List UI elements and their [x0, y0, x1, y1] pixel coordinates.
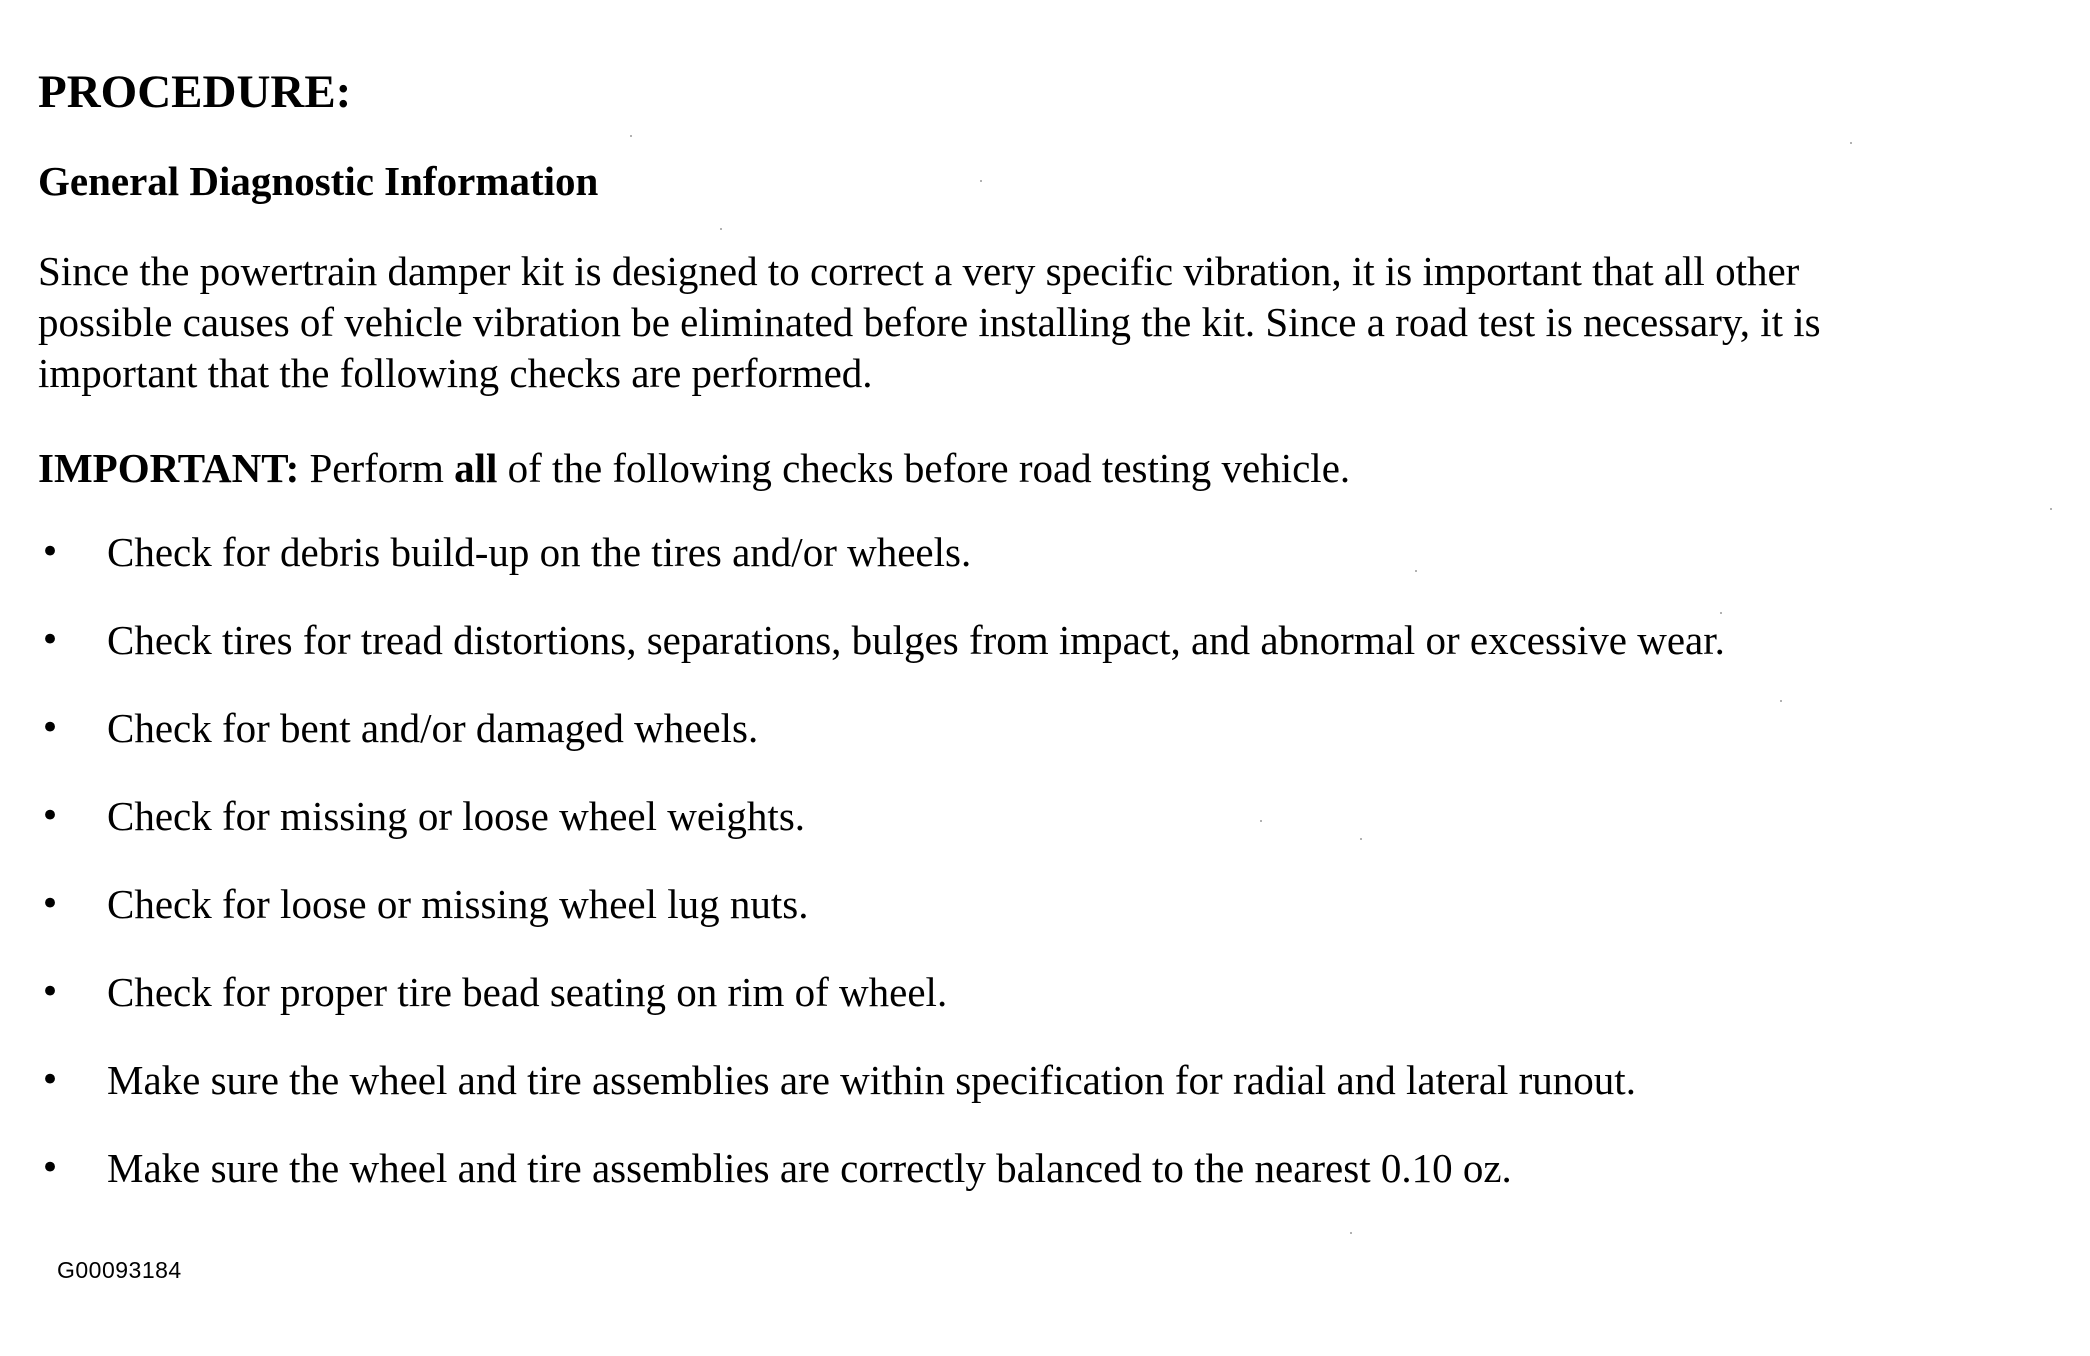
scan-speck — [980, 180, 982, 182]
scan-speck — [1780, 700, 1782, 702]
intro-line-1: Since the powertrain damper kit is designed to correct a very specific vibration, it is important that all other — [38, 248, 1800, 294]
bullet-icon: • — [40, 708, 61, 748]
scan-speck — [630, 135, 632, 137]
check-text: Check for bent and/or damaged wheels. — [107, 705, 759, 751]
scan-speck — [1720, 612, 1722, 614]
intro-line-3: important that the following checks are performed. — [38, 350, 873, 396]
intro-paragraph — [38, 246, 2078, 399]
scan-speck — [1260, 820, 1262, 822]
scan-speck — [1850, 142, 1852, 144]
scan-speck — [1415, 570, 1417, 572]
section-subheading: General Diagnostic Information — [38, 158, 599, 204]
figure-id: G00093184 — [57, 1257, 182, 1283]
important-emphasis: all — [454, 445, 498, 491]
check-text: Check tires for tread distortions, separations, bulges from impact, and abnormal or excessive wear. — [107, 617, 1725, 663]
check-item-bent-wheels — [0, 696, 2090, 784]
check-text: Make sure the wheel and tire assemblies are correctly balanced to the nearest 0.10 oz. — [107, 1145, 1512, 1191]
check-item-runout — [0, 1048, 2090, 1136]
intro-line-2: possible causes of vehicle vibration be eliminated before installing the kit. Since a road test is necessary, it is — [38, 299, 1821, 345]
scan-speck — [1360, 838, 1362, 840]
bullet-icon: • — [40, 796, 61, 836]
important-text-before: Perform — [309, 445, 444, 491]
bullet-icon: • — [40, 884, 61, 924]
scan-speck — [720, 228, 722, 230]
check-item-lug-nuts — [0, 872, 2090, 960]
check-text: Check for debris build-up on the tires and/or wheels. — [107, 529, 972, 575]
important-text-after: of the following checks before road testing vehicle. — [507, 445, 1351, 491]
check-item-balance — [0, 1136, 2090, 1224]
important-note — [38, 440, 1350, 496]
important-label: IMPORTANT: — [38, 445, 300, 491]
bullet-icon: • — [40, 1060, 61, 1100]
procedure-heading: PROCEDURE: — [38, 66, 352, 118]
check-item-bead-seating — [0, 960, 2090, 1048]
check-text: Make sure the wheel and tire assemblies are within specification for radial and lateral runout. — [107, 1057, 1636, 1103]
check-item-debris — [0, 520, 2090, 608]
check-text: Check for missing or loose wheel weights. — [107, 793, 806, 839]
check-text: Check for loose or missing wheel lug nuts. — [107, 881, 809, 927]
check-item-wheel-weights — [0, 784, 2090, 872]
check-item-tread — [0, 608, 2090, 696]
check-list — [0, 520, 2090, 1224]
check-text: Check for proper tire bead seating on rim of wheel. — [107, 969, 948, 1015]
bullet-icon: • — [40, 620, 61, 660]
bullet-icon: • — [40, 972, 61, 1012]
scan-speck — [2050, 508, 2052, 510]
bullet-icon: • — [40, 1148, 61, 1188]
scan-speck — [1350, 1232, 1352, 1234]
bullet-icon: • — [40, 532, 61, 572]
